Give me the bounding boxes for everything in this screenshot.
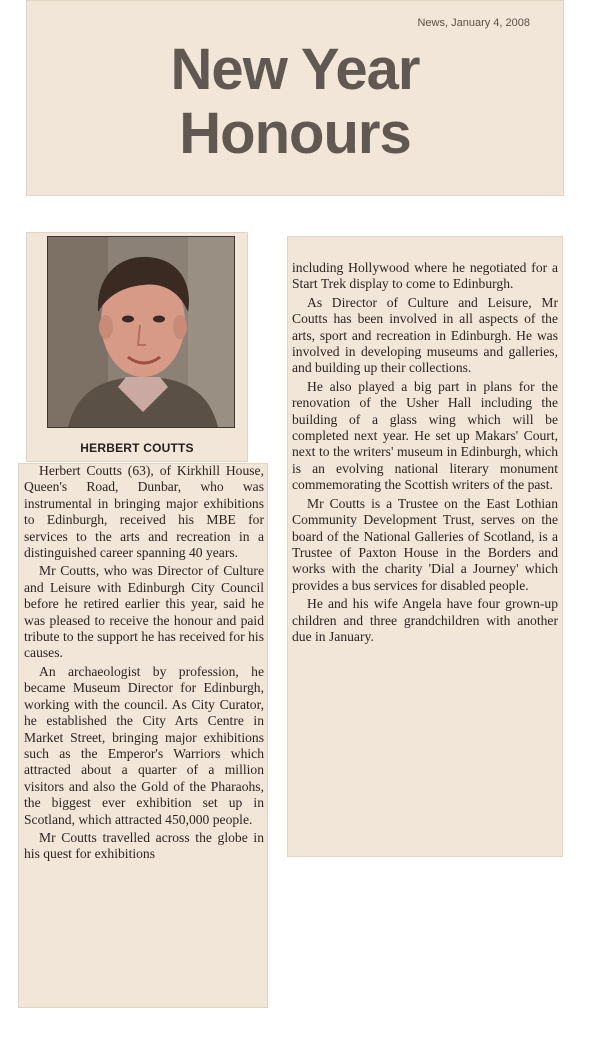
article-paragraph: He and his wife Angela have four grown-up children and three grandchildren with another due in January. — [292, 596, 558, 644]
article-paragraph: Mr Coutts travelled across the globe in his quest for exhibitions — [24, 829, 264, 862]
headline-clipping — [26, 0, 564, 196]
headline-line-2: Honours — [179, 101, 411, 166]
article-paragraph: He also played a big part in plans for the renovation of the Usher Hall including the building of a glass wing which will be completed next year. He set up Makars' Court, next to the writers' museum in Edinburgh, which is an evolving national literary monument commemorating the Scottish writers of the past. — [292, 378, 558, 493]
article-left-column — [24, 463, 264, 865]
article-paragraph: Herbert Coutts (63), of Kirkhill House, Queen's Road, Dunbar, who was instrumental in bringing major exhibitions to Edinburgh, received his MBE for services to the arts and recreation in a distinguished career spanning 40 years. — [24, 463, 264, 561]
article-paragraph: As Director of Culture and Leisure, Mr Coutts has been involved in all aspects of the arts, sport and recreation in Edinburgh. He was involved in developing museums and galleries, and building up their collections. — [292, 294, 558, 376]
portrait-illustration — [48, 237, 234, 427]
article-paragraph: including Hollywood where he negotiated for a Start Trek display to come to Edinburgh. — [292, 260, 558, 292]
portrait-photo — [47, 236, 235, 428]
article-right-column — [292, 260, 558, 647]
headline — [26, 38, 564, 166]
dateline: News, January 4, 2008 — [417, 17, 530, 29]
article-left-clipping — [18, 463, 268, 1008]
article-paragraph: Mr Coutts is a Trustee on the East Lothian Community Development Trust, serves on the board of the National Galleries of Scotland, is a Trustee of Paxton House in the Borders and works with the charity 'Dial a Journey' which provides a bus services for disabled people. — [292, 495, 558, 593]
headline-line-1: New Year — [170, 37, 420, 102]
article-right-clipping — [287, 236, 563, 857]
photo-caption: HERBERT COUTTS — [80, 441, 194, 455]
article-paragraph: Mr Coutts, who was Director of Culture and Leisure with Edinburgh City Council before he retired earlier this year, said he was pleased to receive the honour and paid tribute to the support he has received for his causes. — [24, 563, 264, 661]
photo-clipping — [26, 232, 248, 462]
article-paragraph: An archaeologist by profession, he became Museum Director for Edinburgh, working with the council. As City Curator, he established the City Arts Centre in Market Street, bringing major exhibitions such as the Emperor's Warriors which attracted about a quarter of a million visitors and also the Gold of the Pharaohs, the biggest ever exhibition set up in Scotland, which attracted 450,000 people. — [24, 663, 264, 827]
